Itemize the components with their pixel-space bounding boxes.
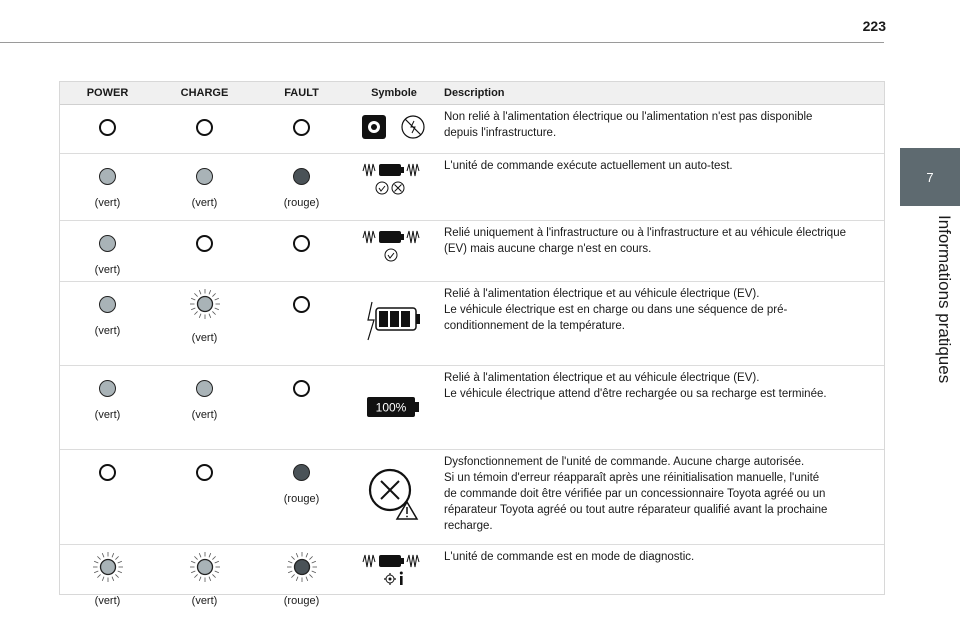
charge-led-cell (156, 545, 253, 608)
power-led-cell (59, 154, 156, 221)
description-line: depuis l'infrastructure. (444, 127, 557, 139)
description-line: Relié à l'alimentation électrique et au véhicule électrique (EV). (444, 288, 760, 300)
power-led-cell (59, 105, 156, 154)
table-row (59, 282, 885, 366)
power-led-label: (vert) (94, 197, 121, 209)
chapter-number: 7 (926, 169, 934, 185)
description-cell (438, 366, 885, 450)
fault-led-cell (253, 221, 350, 282)
led-status-table (59, 81, 885, 607)
fault-led-cell (253, 366, 350, 450)
charge-led-cell (156, 105, 253, 154)
description-line: (EV) mais aucune charge n'est en cours. (444, 243, 652, 255)
description-cell (438, 282, 885, 366)
charge-led-label: (vert) (191, 332, 218, 344)
description-line: Non relié à l'alimentation électrique ou l'alimentation n'est pas disponible (444, 111, 813, 123)
charge-led-label: (vert) (191, 595, 218, 607)
power-led-label: (vert) (94, 409, 121, 421)
chapter-tab[interactable] (900, 148, 960, 206)
description-line: Relié à l'alimentation électrique et au véhicule électrique (EV). (444, 372, 760, 384)
led-green-icon (99, 296, 116, 313)
table-row (59, 105, 885, 154)
symbol-cell (350, 545, 438, 608)
led-off-icon (293, 235, 310, 252)
led-off-icon (196, 119, 213, 136)
description-line: conditionnement de la température. (444, 320, 625, 332)
fault-led-cell (253, 282, 350, 366)
description-cell (438, 450, 885, 545)
led-off-icon (293, 119, 310, 136)
power-led-cell (59, 366, 156, 450)
symbol-cell (350, 105, 438, 154)
symbol-cell (350, 450, 438, 545)
description-line: Le véhicule électrique est en charge ou dans une séquence de pré- (444, 304, 788, 316)
power-led-cell (59, 221, 156, 282)
power-led-label: (vert) (94, 325, 121, 337)
fault-led-cell (253, 105, 350, 154)
power-led-cell (59, 282, 156, 366)
fault-led-label: (rouge) (283, 197, 320, 209)
table-row (59, 366, 885, 450)
connected-idle-icon (361, 229, 427, 263)
fault-led-label: (rouge) (283, 493, 320, 505)
chapter-title: Informations pratiques (935, 215, 954, 384)
fault-led-cell (253, 545, 350, 608)
blinking-led-icon (189, 288, 221, 320)
description-line: Si un témoin d'erreur réapparaît après une réinitialisation manuelle, l'unité (444, 472, 820, 484)
charge-led-cell (156, 366, 253, 450)
description-cell (438, 221, 885, 282)
header-description: Description (438, 81, 885, 105)
diagnostic-mode-icon (361, 553, 427, 587)
fault-led-label: (rouge) (283, 595, 320, 607)
description-line: Le véhicule électrique attend d'être rechargée ou sa recharge est terminée. (444, 388, 827, 400)
power-led-cell (59, 450, 156, 545)
description-line: Relié uniquement à l'infrastructure ou à l'infrastructure et au véhicule électrique (444, 227, 846, 239)
battery-percent-text: 100% (375, 400, 407, 415)
description-cell (438, 545, 885, 608)
led-green-icon (99, 380, 116, 397)
charge-led-label: (vert) (191, 197, 218, 209)
led-green-icon (196, 380, 213, 397)
description-cell (438, 105, 885, 154)
charge-led-cell (156, 450, 253, 545)
table-row (59, 450, 885, 545)
power-led-label: (vert) (94, 264, 121, 276)
symbol-cell (350, 366, 438, 450)
fault-warning-icon (366, 466, 422, 522)
description-line: L'unité de commande exécute actuellement un auto-test. (444, 160, 733, 172)
led-green-icon (99, 235, 116, 252)
led-off-icon (293, 380, 310, 397)
header-symbol: Symbole (350, 81, 438, 105)
table-row (59, 545, 885, 608)
description-line: L'unité de commande est en mode de diagnostic. (444, 551, 695, 563)
description-line: Dysfonctionnement de l'unité de commande. Aucune charge autorisée. (444, 456, 805, 468)
table-header-row (59, 81, 885, 105)
power-led-cell (59, 545, 156, 608)
fault-led-cell (253, 154, 350, 221)
header-charge: CHARGE (156, 81, 253, 105)
page-number: 223 (862, 18, 886, 34)
blinking-led-icon (286, 551, 318, 583)
unplugged-icon (361, 113, 427, 141)
led-off-icon (196, 235, 213, 252)
header-fault: FAULT (253, 81, 350, 105)
self-test-icon (361, 162, 427, 196)
power-led-label: (vert) (94, 595, 121, 607)
table-row (59, 221, 885, 282)
led-green-icon (196, 168, 213, 185)
header-rule (0, 42, 884, 43)
symbol-cell (350, 282, 438, 366)
blinking-led-icon (189, 551, 221, 583)
led-red-icon (293, 464, 310, 481)
header-power: POWER (59, 81, 156, 105)
description-cell (438, 154, 885, 221)
charge-led-label: (vert) (191, 409, 218, 421)
led-red-icon (293, 168, 310, 185)
table-row (59, 154, 885, 221)
led-off-icon (99, 119, 116, 136)
symbol-cell (350, 221, 438, 282)
charging-battery-icon (364, 298, 424, 342)
blinking-led-icon (92, 551, 124, 583)
full-battery-icon (366, 396, 422, 418)
charge-led-cell (156, 282, 253, 366)
fault-led-cell (253, 450, 350, 545)
led-off-icon (99, 464, 116, 481)
description-line: réparateur Toyota agréé ou tout autre réparateur qualifié avant la prochaine (444, 504, 828, 516)
led-off-icon (196, 464, 213, 481)
led-off-icon (293, 296, 310, 313)
charge-led-cell (156, 154, 253, 221)
charge-led-cell (156, 221, 253, 282)
symbol-cell (350, 154, 438, 221)
led-green-icon (99, 168, 116, 185)
description-line: de commande doit être vérifiée par un concessionnaire Toyota agréé ou un (444, 488, 826, 500)
description-line: recharge. (444, 520, 493, 532)
